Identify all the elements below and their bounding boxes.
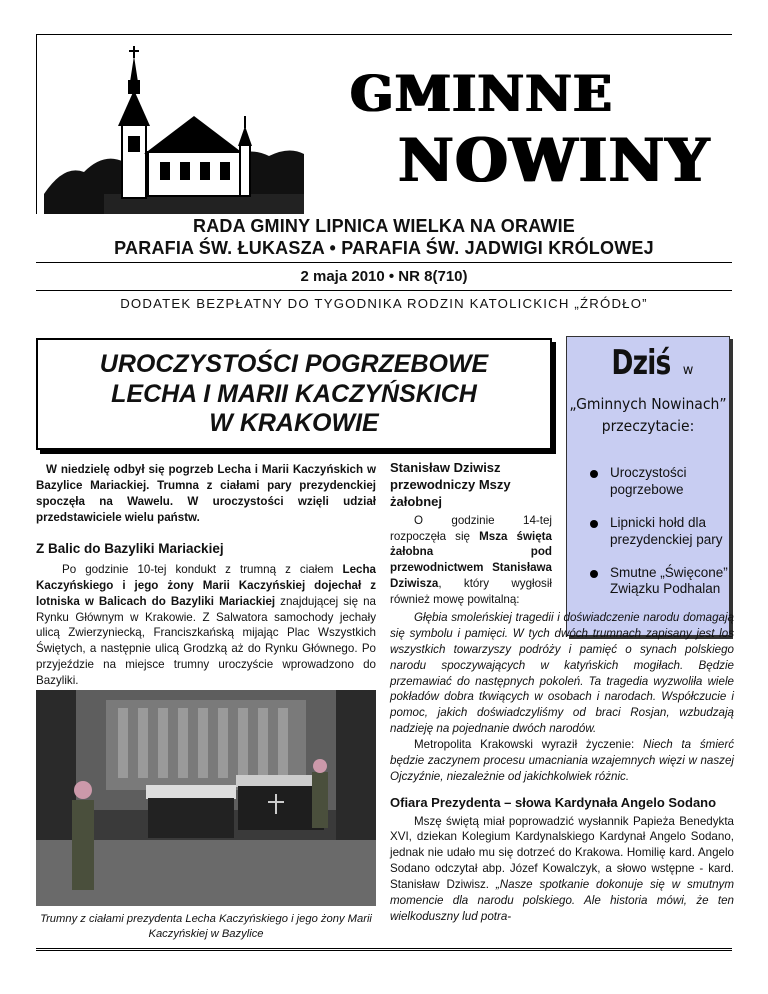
masthead-title-line1: GMINNE bbox=[350, 64, 613, 123]
contents-item[interactable]: Lipnicki hołd dla prezydenckiej pary bbox=[588, 515, 736, 549]
section1-title: Z Balic do Bazyliki Mariackiej bbox=[36, 540, 224, 556]
article-lead: W niedzielę odbył się pogrzeb Lecha i Marii Kaczyńskich w Bazylice Mariackiej. Trumna z ciałami pary prezydenckiej spoczęła na Wawelu. W uroczystości wzięli udział przedstawiciele wielu państw. bbox=[36, 463, 376, 524]
masthead-subtitle-line1: RADA GMINY LIPNICA WIELKA NA ORAWIE bbox=[193, 216, 575, 236]
headline-line1: UROCZYSTOŚCI POGRZEBOWE bbox=[99, 350, 489, 378]
footer-rule bbox=[36, 948, 732, 951]
divider-top bbox=[36, 262, 732, 263]
contents-item[interactable]: Uroczystości pogrzebowe bbox=[588, 465, 736, 499]
section2-quote: Głębia smoleńskiej tragedii i doświadczenie narodu domagają się symbolu i pamięci. W tych dwóch trumnach zapisany jest los wszystkich towarzyszy podróży i pamięć o synach polskiego narodu spoczywających w katyńskich mogiłach. Będzie przemawiać do następnych pokoleń. Ta tragedia wyzwoliła wiele pokładów dobra tkwiących w osobach i narodach. Współczucie i pomoc, jakich doświadczyliśmy od braci Rosjan, wzbudzają nadzieję na pojednanie dwóch narodów. bbox=[390, 611, 734, 736]
section2-paragraph: O godzinie 14-tej rozpoczęła się Msza święta żałobna pod przewodnictwem Stanisława Dziwisza, który wygłosił również mowę powitalną: bbox=[390, 513, 552, 607]
section2-title: Stanisław Dziwisz przewodniczy Mszy żałobnej bbox=[390, 460, 511, 509]
issue-date: 2 maja 2010 • NR 8(710) bbox=[300, 268, 468, 285]
left-column bbox=[36, 462, 376, 689]
headline-line3: W KRAKOWIE bbox=[209, 409, 379, 437]
headline bbox=[38, 350, 550, 439]
headline-box bbox=[36, 338, 552, 450]
sidebar-heading bbox=[567, 343, 729, 383]
photo-caption: Trumny z ciałami prezydenta Lecha Kaczyńskiego i jego żony Marii Kaczyńskiej w Bazylice bbox=[40, 913, 372, 941]
contents-item[interactable]: Smutne „Święcone” Związku Podhalan bbox=[588, 565, 736, 599]
section1-paragraph: Po godzinie 10-tej kondukt z trumną z ciałem Lecha Kaczyńskiego i jego żony Marii Kaczyńskiej dojechał z lotniska w Balicach do Bazyliki Mariackiej znajdującej się na Rynku Głównym w Krakowie. Z Salwatora samochody jechały ulicą Zwierzyniecką, Franciszkańską mijając Plac Wszystkich Świętych, a następnie ulicą Grodzką aż do Rynku Głównego. Po przyjeździe na miejsce trumny uroczyście wprowadzono do Bazyliki. bbox=[36, 562, 376, 688]
bullet-icon bbox=[590, 520, 598, 528]
headline-line2: LECHA I MARII KACZYŃSKICH bbox=[111, 379, 477, 408]
divider-mid bbox=[36, 290, 732, 291]
sidebar-dzis: Dziś bbox=[611, 343, 671, 383]
section3-title: Ofiara Prezydenta – słowa Kardynała Angelo Sodano bbox=[390, 794, 717, 810]
sidebar-w: w bbox=[682, 363, 694, 378]
middle-column bbox=[390, 460, 552, 608]
bullet-icon bbox=[590, 570, 598, 578]
sidebar-line3: przeczytacie: bbox=[601, 417, 695, 435]
masthead-title-line2: NOWINY bbox=[398, 126, 711, 196]
section2-wish: Metropolita Krakowski wyraził życzenie: Niech ta śmierć będzie zaczynem procesu umacniania wzajemnych więzi w naszej Ojczyźnie, niezależnie od jakichkolwiek różnic. bbox=[390, 738, 734, 783]
contents-list bbox=[588, 465, 736, 614]
masthead-subtitle-line2: PARAFIA ŚW. ŁUKASZA • PARAFIA ŚW. JADWIGI KRÓLOWEJ bbox=[114, 238, 654, 258]
section3-paragraph: Mszę świętą miał poprowadzić wysłannik Papieża Benedykta XVI, dziekan Kolegium Kardynalskiego Kardynał Angelo Sodano, jednak nie udało mu się dotrzeć do Krakowa. Homilię kard. Angelo Sodano odczytał abp. Józef Kowalczyk, a słowo wstępne - kard. Stanisław Dziwisz. „Nasze spotkanie dokonuje się w smutnym momencie dla narodu polskiego. Ale historia mówi, że ten wielkoduszny lud potra- bbox=[390, 814, 734, 923]
church-illustration bbox=[44, 44, 304, 214]
sidebar-line2: „Gminnych Nowinach” bbox=[569, 395, 727, 413]
coffins-photo bbox=[36, 690, 376, 906]
right-column bbox=[390, 610, 734, 925]
supplement-line: DODATEK BEZPŁATNY DO TYGODNIKA RODZIN KATOLICKICH „ŹRÓDŁO” bbox=[120, 296, 648, 311]
bullet-icon bbox=[590, 470, 598, 478]
